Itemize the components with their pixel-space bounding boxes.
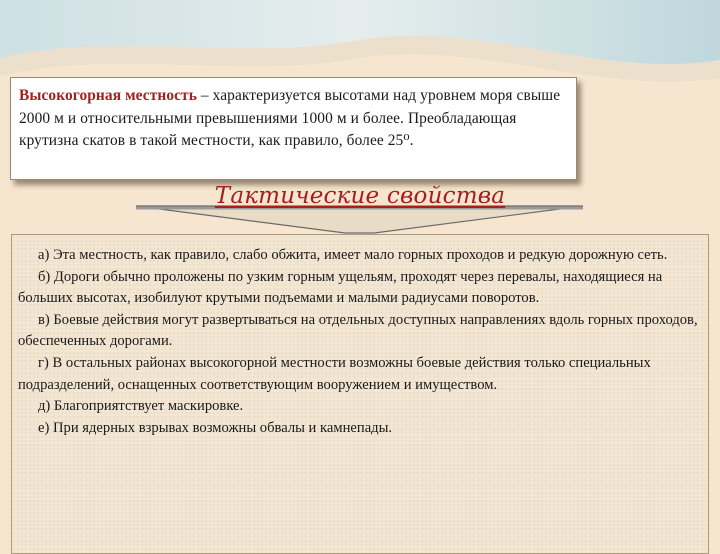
definition-text: – характеризуется высотами над уровнем моря свыше 2000 м и относительными превышениями 1000 м и более. Преобладающая крутизна скатов в такой местности, как правило, более 25⁰. — [19, 87, 561, 150]
property-item-e: д) Благоприятствует маскировке. — [38, 398, 244, 415]
tactical-properties-heading: Тактические свойства — [214, 183, 506, 209]
definition-box — [10, 77, 577, 180]
definition-term: Высокогорная местность — [19, 87, 197, 104]
property-item-d: г) В остальных районах высокогорной местности возможны боевые действия только специальных подразделений, оснащенных соответствующим вооружением и имуществом. — [18, 354, 651, 393]
property-item-c: в) Боевые действия могут развертываться на отдельных доступных направлениях вдоль горных проходов, обеспеченных дорогами. — [18, 311, 698, 350]
property-item-f: е) При ядерных взрывах возможны обвалы и камнепады. — [38, 419, 393, 436]
property-item-b: б) Дороги обычно проложены по узким горным ущельям, проходят через перевалы, находящиеся на больших высотах, изобилуют крутыми подъемами и малыми радиусами поворотов. — [18, 268, 663, 307]
tactical-properties-box — [11, 234, 709, 554]
property-item-a: а) Эта местность, как правило, слабо обжита, имеет мало горных проходов и редкую дорожную сеть. — [38, 247, 668, 263]
